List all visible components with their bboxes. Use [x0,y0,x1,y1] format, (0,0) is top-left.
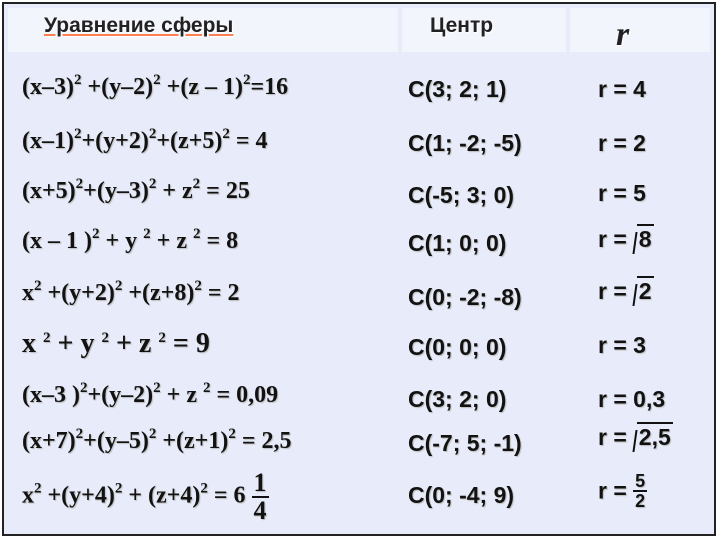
radius-row-9: r = $\frac{5}{2}$ [598,471,646,511]
radius-row-5: r = 2 [598,278,652,304]
equation-row-8: $(x+7)^2+(y-5)^2 +(z+1)^2 = 2,5$ [22,426,292,454]
center-row-5: C(0; -2; -8) [408,284,522,310]
radius-row-1: r = 4 [598,76,646,102]
sqrt-symbol: 2 [627,278,654,305]
sqrt-symbol: 2,5 [627,424,673,451]
equation-row-3: $(x+5)^2+(y-3)^2 + z^2 = 25$ [22,176,250,204]
equation-row-5: $x^2 +(y+2)^2 +(z+8)^2 = 2$ [22,278,240,306]
radius-row-4: r = 8 [598,226,652,252]
radius-row-8: r = 2,5 [598,424,671,450]
header-cell-radius [570,8,710,52]
center-row-4: C(1; 0; 0) [408,230,507,256]
fraction-five-halves: $\frac{5}{2}$ [635,471,646,511]
sqrt-symbol: 8 [627,226,654,253]
header-radius: r [616,16,630,53]
center-row-3: C(-5; 3; 0) [408,182,515,208]
equation-row-7: (x–3 )$^2+(y-2)^2 + z$ $^2$ = 0,09 [22,380,279,408]
equation-row-2: $(x-1)^2+(y+2)^2+(z+5)^2 = 4$ [22,126,268,154]
radius-row-6: r = 3 [598,332,646,358]
equation-row-9: $x^2 +(y+4)^2 + (z+4)^2 = 6$ $\frac{1}{4}$ [22,468,267,525]
center-row-9: C(0; -4; 9) [408,482,515,508]
center-row-1: C(3; 2; 1) [408,76,507,102]
equation-row-6: x $^2$ + y $^2$ + z $^2$ = 9 [22,328,210,359]
radius-row-3: r = 5 [598,180,646,206]
center-row-2: C(1; -2; -5) [408,130,522,156]
equation-row-4: (x – 1 )$^2$ + y $^2$ + z $^2$ = 8 [22,226,239,254]
equation-row-1: $(x-3)^2 +(y-2)^2 +(z - 1)^2=16$ [22,72,289,100]
center-row-6: C(0; 0; 0) [408,334,507,360]
header-center: Центр [430,14,494,37]
header-equation: Уравнение сферы [44,14,234,37]
radius-row-7: r = 0,3 [598,386,666,412]
fraction-one-quarter: $\frac{1}{4}$ [253,468,267,525]
center-row-7: C(3; 2; 0) [408,386,507,412]
center-row-8: C(-7; 5; -1) [408,430,522,456]
radius-row-2: r = 2 [598,130,646,156]
